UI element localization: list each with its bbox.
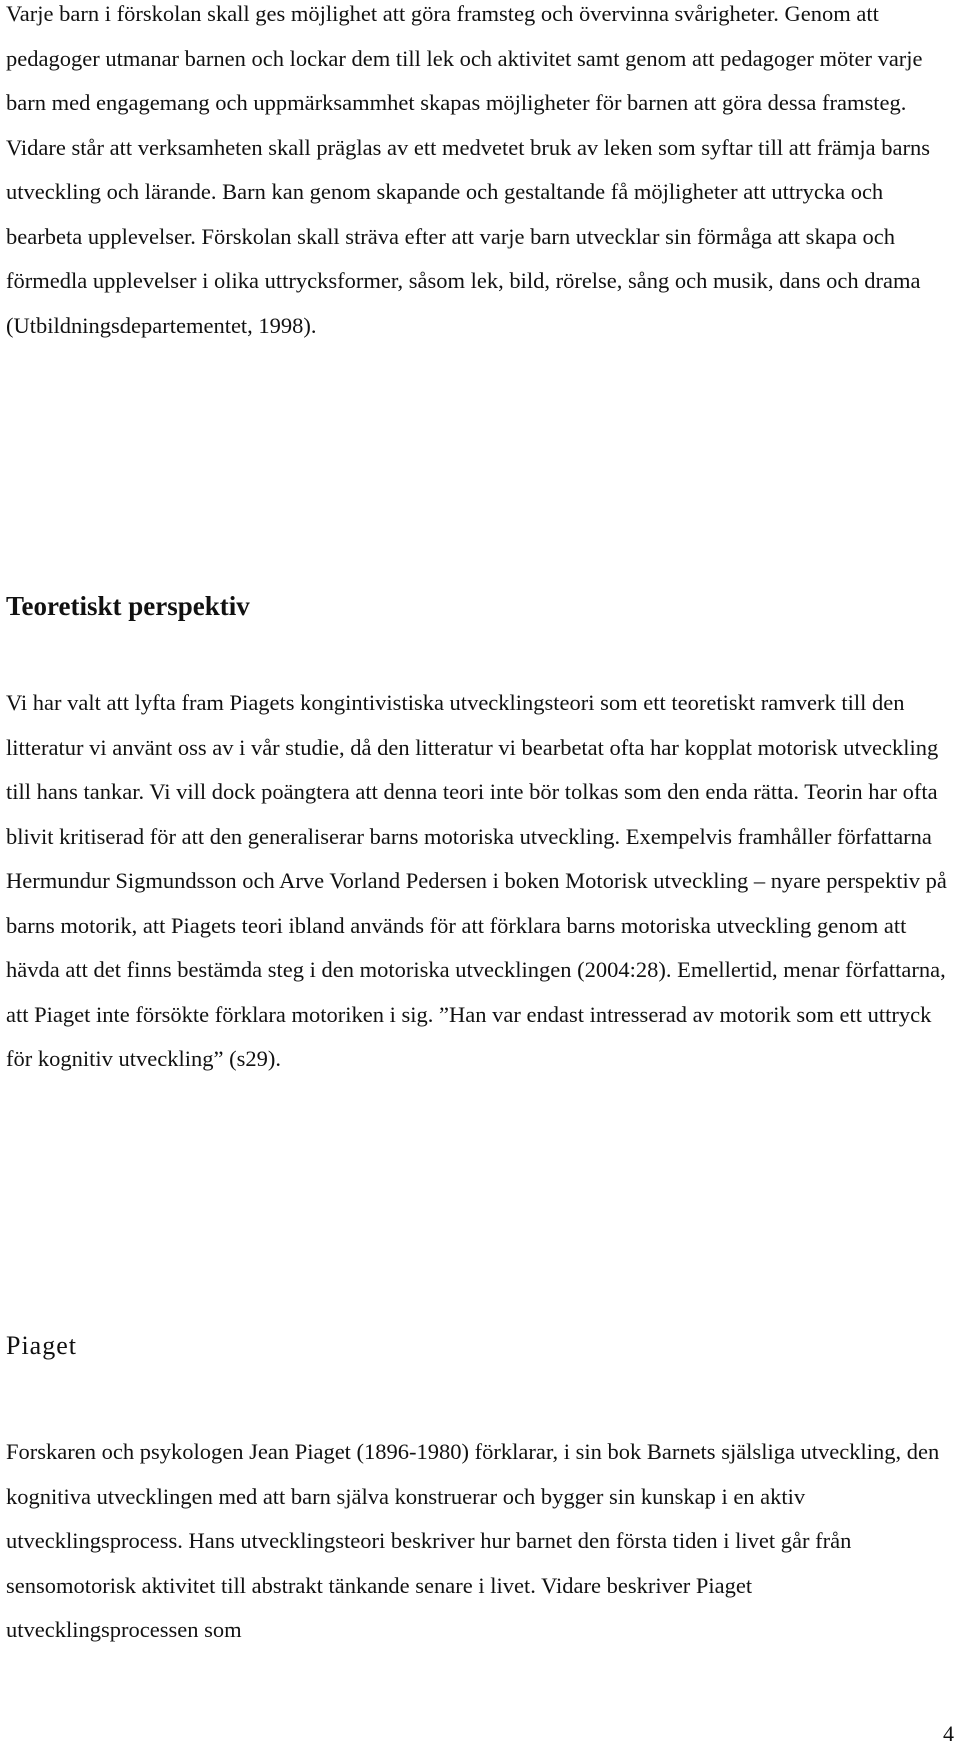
- body-paragraph-curriculum: Varje barn i förskolan skall ges möjlighet att göra framsteg och övervinna svårigheter. Genom att pedagoger utmanar barnen och lockar dem till lek och aktivitet samt genom att pedagoger möter varje barn med engagemang och uppmärksammhet skapas möjligheter för barnen att göra dessa framsteg. Vidare står att verksamheten skall präglas av ett medvetet bruk av leken som syftar till att främja barns utveckling och lärande. Barn kan genom skapande och gestaltande få möjligheter att uttrycka och bearbeta upplevelser. Förskolan skall sträva efter att varje barn utvecklar sin förmåga att skapa och förmedla upplevelser i olika uttrycksformer, såsom lek, bild, rörelse, sång och musik, dans och drama (Utbildningsdepartementet, 1998).: [6, 1, 930, 338]
- page-number: 4: [943, 1721, 954, 1746]
- body-paragraph-piaget: Forskaren och psykologen Jean Piaget (1896-1980) förklarar, i sin bok Barnets själsliga utveckling, den kognitiva utvecklingen med att barn själva konstruerar och bygger sin kunskap i en aktiv utvecklingsprocess. Hans utvecklingsteori beskriver hur barnet den första tiden i livet går från sensomotorisk aktivitet till abstrakt tänkande senare i livet. Vidare beskriver Piaget utvecklingsprocessen som: [6, 1439, 940, 1642]
- section-heading-piaget: Piaget: [6, 1331, 77, 1360]
- section-heading-theoretical-perspective: Teoretiskt perspektiv: [6, 591, 250, 621]
- body-paragraph-theory: Vi har valt att lyfta fram Piagets kongintivistiska utvecklingsteori som ett teoretiskt ramverk till den litteratur vi använt oss av i vår studie, då den litteratur vi bearbetat ofta har kopplat motorisk utveckling till hans tankar. Vi vill dock poängtera att denna teori inte bör tolkas som den enda rätta. Teorin har ofta blivit kritiserad för att den generaliserar barns motoriska utveckling. Exempelvis framhåller författarna Hermundur Sigmundsson och Arve Vorland Pedersen i boken Motorisk utveckling – nyare perspektiv på barns motorik, att Piagets teori ibland används för att förklara barns motoriska utveckling genom att hävda att det finns bestämda steg i den motoriska utvecklingen (2004:28). Emellertid, menar författarna, att Piaget inte försökte förklara motoriken i sig. ”Han var endast intresserad av motorik som ett uttryck för kognitiv utveckling” (s29).: [6, 690, 947, 1071]
